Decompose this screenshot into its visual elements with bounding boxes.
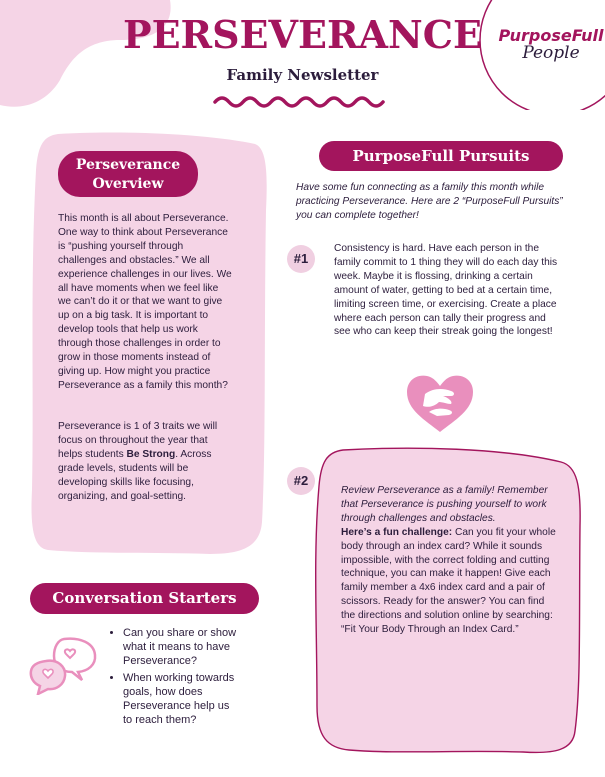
overview-paragraph-2	[58, 420, 234, 503]
conversation-heading: Conversation Starters	[30, 583, 259, 614]
pursuit-2-text	[341, 484, 556, 637]
heart-hands-icon	[405, 374, 475, 434]
overview-heading	[58, 151, 198, 197]
pursuit-2-body: Can you fit your whole body through an index card? While it sounds impossible, with the correct folding and cutting technique, you can make it happen! Give each family member a 4x6 index card and a pair of scissors. Ready for the answer? You can find the directions and solution online by searching: “Fit Your Body Through an Index Card.”	[341, 526, 556, 636]
logo-line1: PurposeFull	[498, 26, 604, 45]
logo-line2: People	[522, 43, 580, 63]
overview-heading-line2: Overview	[92, 176, 164, 192]
overview-paragraph-1: This month is all about Perseverance. One way to think about Perseverance is “pushing yourself through challenges and obstacles.” We all experience challenges in our lives. We all have moments when we feel like we can’t do it or that we want to give up on a big task. It is important to develop tools that help us work through those challenges in order to grow in those moments instead of giving up. How might you practice Perseverance as a family this month?	[58, 213, 232, 391]
overview-p2-bold: Be Strong	[126, 448, 176, 460]
conversation-list	[103, 626, 238, 729]
overview-p2-start: Perseverance is 1 of 3 traits we will focus on throughout the year that helps students	[58, 421, 218, 460]
pursuit-2-bold: Here’s a fun challenge:	[341, 526, 453, 538]
pursuit-1-badge: #1	[287, 245, 315, 273]
wave-divider-icon	[213, 94, 393, 110]
pursuits-heading: PurposeFull Pursuits	[319, 141, 563, 171]
page-subtitle: Family Newsletter	[226, 66, 379, 84]
pursuit-2-badge: #2	[287, 467, 315, 495]
chat-bubbles-icon	[28, 635, 100, 695]
pursuits-intro: Have some fun connecting as a family this month while practicing Perseverance. Here are 2 “PurposeFull Pursuits” you can complete together!	[296, 182, 563, 221]
conversation-item-1: • Can you share or show what it means to have Perseverance?	[123, 626, 238, 669]
pursuit-1-text: Consistency is hard. Have each person in the family commit to 1 thing they will do each day this week. Maybe it is flossing, drinking a certain amount of water, getting to bed at a certain time, limiting screen time, or exercising. Create a place where each person can tally their progress and see who can keep their streak going the longest!	[334, 243, 558, 338]
overview-p2-end: . Across grade levels, students will be developing skills like focusing, organizing, and goal-setting.	[58, 448, 212, 502]
pursuit-2-italic: Review Perseverance as a family! Remember that Perseverance is pushing yourself to work through challenges and obstacles.	[341, 485, 548, 524]
page-title: PERSEVERANCE	[123, 12, 482, 57]
overview-heading-line1: Perseverance	[75, 157, 181, 173]
conversation-item-2: • When working towards goals, how does Perseverance help us to reach them?	[123, 671, 238, 728]
